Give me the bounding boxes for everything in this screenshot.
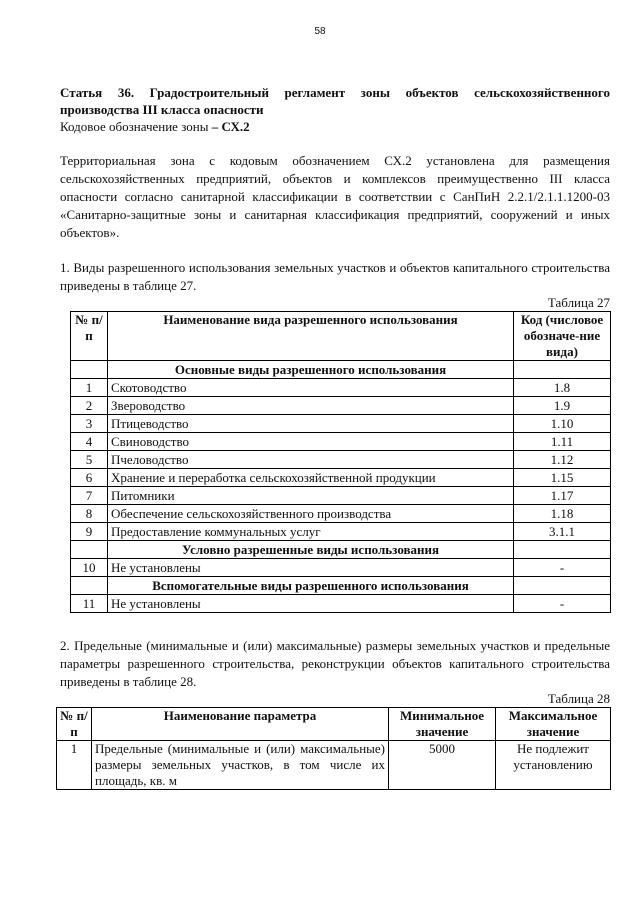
table27-cell-name: Не установлены [108, 559, 514, 577]
table27-cell-num: 10 [71, 559, 108, 577]
table27-cell-name: Питомники [108, 487, 514, 505]
table27-cell-code: 1.8 [514, 379, 611, 397]
table-row [71, 559, 611, 577]
table27-section-spacer [514, 541, 611, 559]
table-row [71, 379, 611, 397]
table27-cell-num: 2 [71, 397, 108, 415]
table27-section-row [71, 541, 611, 559]
table28-cell-num: 1 [57, 741, 92, 790]
table27-cell-name: Свиноводство [108, 433, 514, 451]
table27-cell-num: 11 [71, 595, 108, 613]
table28-body [57, 741, 611, 790]
table27-section-title: Условно разрешенные виды использования [108, 541, 514, 559]
table27-cell-name: Птицеводство [108, 415, 514, 433]
intro-paragraph: Территориальная зона с кодовым обозначением СХ.2 установлена для размещения сельскохозяйственных предприятий, объектов и комплексов преимущественно III класса опасности согласно санитарной классификации в соответствии с СанПиН 2.2.1/2.1.1.1200-03 «Санитарно-защитные зоны и санитарная классификация предприятий, сооружений и иных объектов». [60, 153, 610, 240]
table-row [71, 595, 611, 613]
table27-cell-num: 6 [71, 469, 108, 487]
table28-header-name: Наименование параметра [92, 708, 389, 741]
table27-section-spacer [514, 577, 611, 595]
table27-cell-num: 5 [71, 451, 108, 469]
zone-code-line [60, 118, 610, 135]
table27-cell-num: 1 [71, 379, 108, 397]
table27-section-spacer [71, 541, 108, 559]
table-row [71, 415, 611, 433]
table27-cell-num: 3 [71, 415, 108, 433]
table27-cell-num: 7 [71, 487, 108, 505]
table-row [71, 451, 611, 469]
table-row [57, 741, 611, 790]
table27-cell-num: 8 [71, 505, 108, 523]
table28-caption: Таблица 28 [547, 691, 610, 706]
table27-cell-name: Предоставление коммунальных услуг [108, 523, 514, 541]
table27-cell-code: 1.10 [514, 415, 611, 433]
table27-cell-name: Хранение и переработка сельскохозяйственной продукции [108, 469, 514, 487]
article-title: Статья 36. Градостроительный регламент зоны объектов сельскохозяйственного производства III класса опасности [60, 85, 610, 117]
zone-code-label: Кодовое обозначение зоны [60, 119, 212, 134]
table27-section-row [71, 577, 611, 595]
table27-section-spacer [514, 361, 611, 379]
table27-header-num: № п/ п [71, 312, 108, 361]
table27-cell-name: Звероводство [108, 397, 514, 415]
table-row [71, 523, 611, 541]
table28-header-max: Максимальное значение [496, 708, 611, 741]
table27-cell-code: 1.11 [514, 433, 611, 451]
table27-cell-name: Обеспечение сельскохозяйственного производства [108, 505, 514, 523]
table27-cell-code: 1.12 [514, 451, 611, 469]
table27-cell-code: 1.18 [514, 505, 611, 523]
table27-section-spacer [71, 577, 108, 595]
table27-caption: Таблица 27 [547, 295, 610, 310]
page-number: 58 [314, 26, 326, 37]
table28-cell-name: Предельные (минимальные и (или) максимальные) размеры земельных участков, в том числе их площадь, кв. м [92, 741, 389, 790]
table27-cell-code: - [514, 559, 611, 577]
table27-body [71, 361, 611, 613]
table-row [71, 397, 611, 415]
table27-cell-code: 1.17 [514, 487, 611, 505]
table27-cell-name: Скотоводство [108, 379, 514, 397]
document-body [60, 84, 610, 790]
section1-paragraph: 1. Виды разрешенного использования земельных участков и объектов капитального строительства приведены в таблице 27. [60, 260, 610, 293]
table27-cell-num: 9 [71, 523, 108, 541]
table-28 [56, 707, 611, 790]
table27-cell-code: 1.15 [514, 469, 611, 487]
table28-header-min: Минимальное значение [389, 708, 496, 741]
table27-section-title: Основные виды разрешенного использования [108, 361, 514, 379]
zone-code-value: – СХ.2 [211, 119, 250, 134]
table-row [71, 469, 611, 487]
table27-cell-code: 1.9 [514, 397, 611, 415]
table27-cell-name: Не установлены [108, 595, 514, 613]
table27-cell-num: 4 [71, 433, 108, 451]
table27-header-code: Код (числовое обозначе-ние вида) [514, 312, 611, 361]
table28-cell-max: Не подлежит установлению [496, 741, 611, 790]
table27-cell-code: - [514, 595, 611, 613]
table27-header-row [71, 312, 611, 361]
table27-section-title: Вспомогательные виды разрешенного использования [108, 577, 514, 595]
table-row [71, 487, 611, 505]
table27-section-row [71, 361, 611, 379]
section2-paragraph: 2. Предельные (минимальные и (или) максимальные) размеры земельных участков и предельные параметры разрешенного строительства, реконструкции объектов капитального строительства приведены в таблице 28. [60, 638, 610, 689]
table-27 [70, 311, 611, 613]
table28-header-num: № п/п [57, 708, 92, 741]
table28-header-row [57, 708, 611, 741]
table27-cell-name: Пчеловодство [108, 451, 514, 469]
table27-cell-code: 3.1.1 [514, 523, 611, 541]
table27-header-name: Наименование вида разрешенного использования [108, 312, 514, 361]
table27-section-spacer [71, 361, 108, 379]
table-row [71, 505, 611, 523]
table28-cell-min: 5000 [389, 741, 496, 790]
table-row [71, 433, 611, 451]
